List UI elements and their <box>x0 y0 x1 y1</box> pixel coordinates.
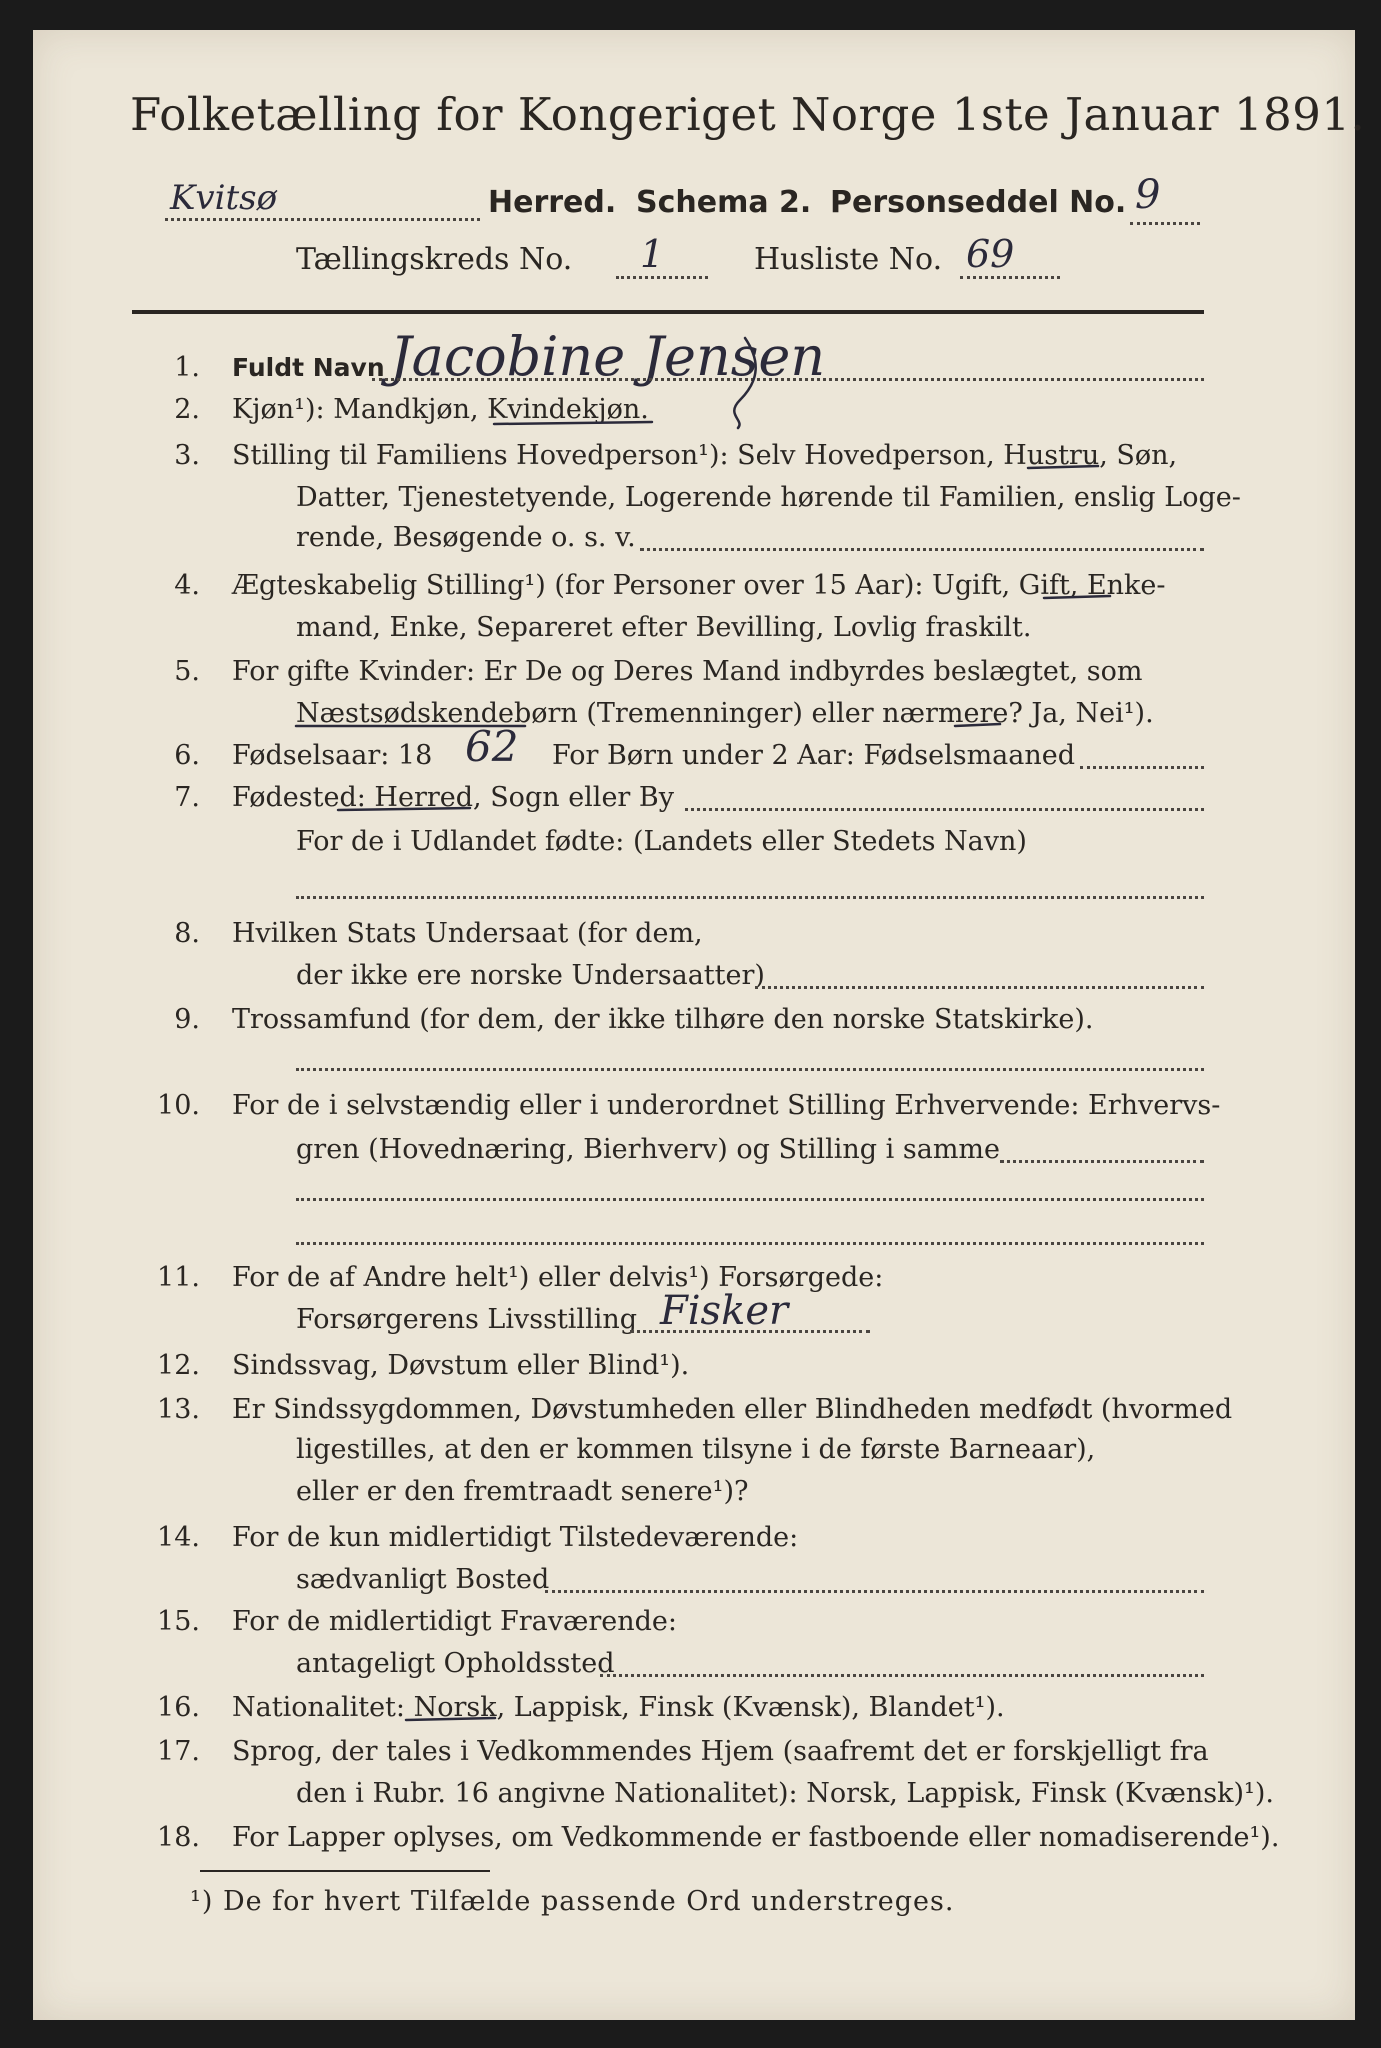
q6-number: 6. <box>174 740 200 771</box>
underline-kvindekjon <box>494 422 652 424</box>
q1-name-answer: Jacobine Jensen <box>390 325 826 388</box>
q4-line-1: Ægteskabelig Stilling¹) (for Personer over 15 Aar): Ugift, Gift, Enke- <box>232 570 1166 601</box>
underline-hustru <box>1028 466 1098 468</box>
q6-birth-year-answer: 62 <box>465 722 519 771</box>
q4-line-2: mand, Enke, Separeret efter Bevilling, Lovlig fraskilt. <box>296 612 1032 643</box>
q1-label: Fuldt Navn <box>232 353 385 382</box>
q15-line-1: For de midlertidigt Fraværende: <box>232 1606 678 1637</box>
q13-line-2: ligestilles, at den er kommen tilsyne i de første Barneaar), <box>296 1434 1096 1465</box>
q16-text: Nationalitet: Norsk, Lappisk, Finsk (Kvænsk), Blandet¹). <box>232 1692 1005 1723</box>
husliste-value: 69 <box>966 232 1015 276</box>
underline-gift <box>1044 596 1110 598</box>
q13-line-1: Er Sindssygdommen, Døvstumheden eller Blindheden medfødt (hvormed <box>232 1394 1233 1425</box>
q18-text: For Lapper oplyses, om Vedkommende er fastboende eller nomadiserende¹). <box>232 1822 1280 1853</box>
q11-provider-answer: Fisker <box>660 1288 789 1334</box>
q2-text: Kjøn¹): Mandkjøn, Kvindekjøn. <box>232 394 649 425</box>
q9-text: Trossamfund (for dem, der ikke tilhøre den norske Statskirke). <box>232 1004 1094 1035</box>
q11-line-2: Forsørgerens Livsstilling <box>296 1304 638 1335</box>
herred-handwritten-value: Kvitsø <box>170 178 278 218</box>
personseddel-label: Personseddel No. <box>830 185 1127 220</box>
q1-number: 1. <box>174 352 200 383</box>
q15-line-2: antageligt Opholdssted <box>296 1648 615 1679</box>
q9-number: 9. <box>174 1004 200 1035</box>
underline-norsk <box>406 1718 495 1720</box>
q11-line-1: For de af Andre helt¹) eller delvis¹) Forsørgede: <box>232 1262 884 1293</box>
herred-label: Herred. <box>488 185 617 220</box>
q17-line-1: Sprog, der tales i Vedkommendes Hjem (saafremt det er forskjelligt fra <box>232 1736 1209 1767</box>
taellingskreds-value: 1 <box>640 232 665 276</box>
q13-line-3: eller er den fremtraadt senere¹)? <box>296 1476 749 1507</box>
q2-number: 2. <box>174 394 200 425</box>
q4-number: 4. <box>174 570 200 601</box>
q3-line-2: Datter, Tjenestetyende, Logerende hørende til Familien, enslig Loge- <box>296 482 1241 513</box>
q17-number: 17. <box>157 1736 200 1767</box>
q7-line-1: Fødested: Herred, Sogn eller By <box>232 782 675 813</box>
q3-line-1: Stilling til Familiens Hovedperson¹): Selv Hovedperson, Hustru, Søn, <box>232 440 1178 471</box>
q12-text: Sindssvag, Døvstum eller Blind¹). <box>232 1350 690 1381</box>
footnote-text: ¹) De for hvert Tilfælde passende Ord understreges. <box>190 1886 955 1917</box>
q11-number: 11. <box>157 1262 200 1293</box>
q5-line-1: For gifte Kvinder: Er De og Deres Mand indbyrdes beslægtet, som <box>232 656 1143 687</box>
q8-number: 8. <box>174 918 200 949</box>
husliste-label: Husliste No. <box>754 242 943 277</box>
q6-birth-month-label: For Børn under 2 Aar: Fødselsmaaned <box>552 740 1076 771</box>
q8-line-1: Hvilken Stats Undersaat (for dem, <box>232 918 703 949</box>
underline-herred <box>338 808 470 810</box>
personseddel-value: 9 <box>1135 172 1161 218</box>
q14-line-1: For de kun midlertidigt Tilstedeværende: <box>232 1522 799 1553</box>
q16-number: 16. <box>157 1692 200 1723</box>
q7-line-2: For de i Udlandet fødte: (Landets eller Stedets Navn) <box>296 826 1027 857</box>
q14-number: 14. <box>157 1522 200 1553</box>
q10-line-1: For de i selvstændig eller i underordnet Stilling Erhvervende: Erhvervs- <box>232 1090 1221 1121</box>
q3-line-3: rende, Besøgende o. s. v. <box>296 522 636 553</box>
schema-label: Schema 2. <box>636 185 812 220</box>
form-title: Folketælling for Kongeriget Norge 1ste Januar 1891. <box>130 88 1366 141</box>
q8-line-2: der ikke ere norske Undersaatter) <box>296 960 765 991</box>
q10-line-2: gren (Hovednæring, Bierhverv) og Stilling i samme <box>296 1134 1001 1165</box>
q7-number: 7. <box>174 782 200 813</box>
q5-number: 5. <box>174 656 200 687</box>
q14-line-2: sædvanligt Bosted <box>296 1564 550 1595</box>
taellingskreds-label: Tællingskreds No. <box>296 242 573 277</box>
q6-birth-year-label: Fødselsaar: 18 <box>232 740 433 771</box>
q10-number: 10. <box>157 1090 200 1121</box>
q17-line-2: den i Rubr. 16 angivne Nationalitet): Norsk, Lappisk, Finsk (Kvænsk)¹). <box>296 1778 1274 1809</box>
q5-line-2: Næstsødskendebørn (Tremenninger) eller nærmere? Ja, Nei¹). <box>296 698 1154 729</box>
q3-number: 3. <box>174 440 200 471</box>
q18-number: 18. <box>157 1822 200 1853</box>
pen-stroke <box>734 338 755 428</box>
q12-number: 12. <box>157 1350 200 1381</box>
q15-number: 15. <box>157 1606 200 1637</box>
underline-ja <box>955 724 1000 726</box>
q13-number: 13. <box>157 1394 200 1425</box>
